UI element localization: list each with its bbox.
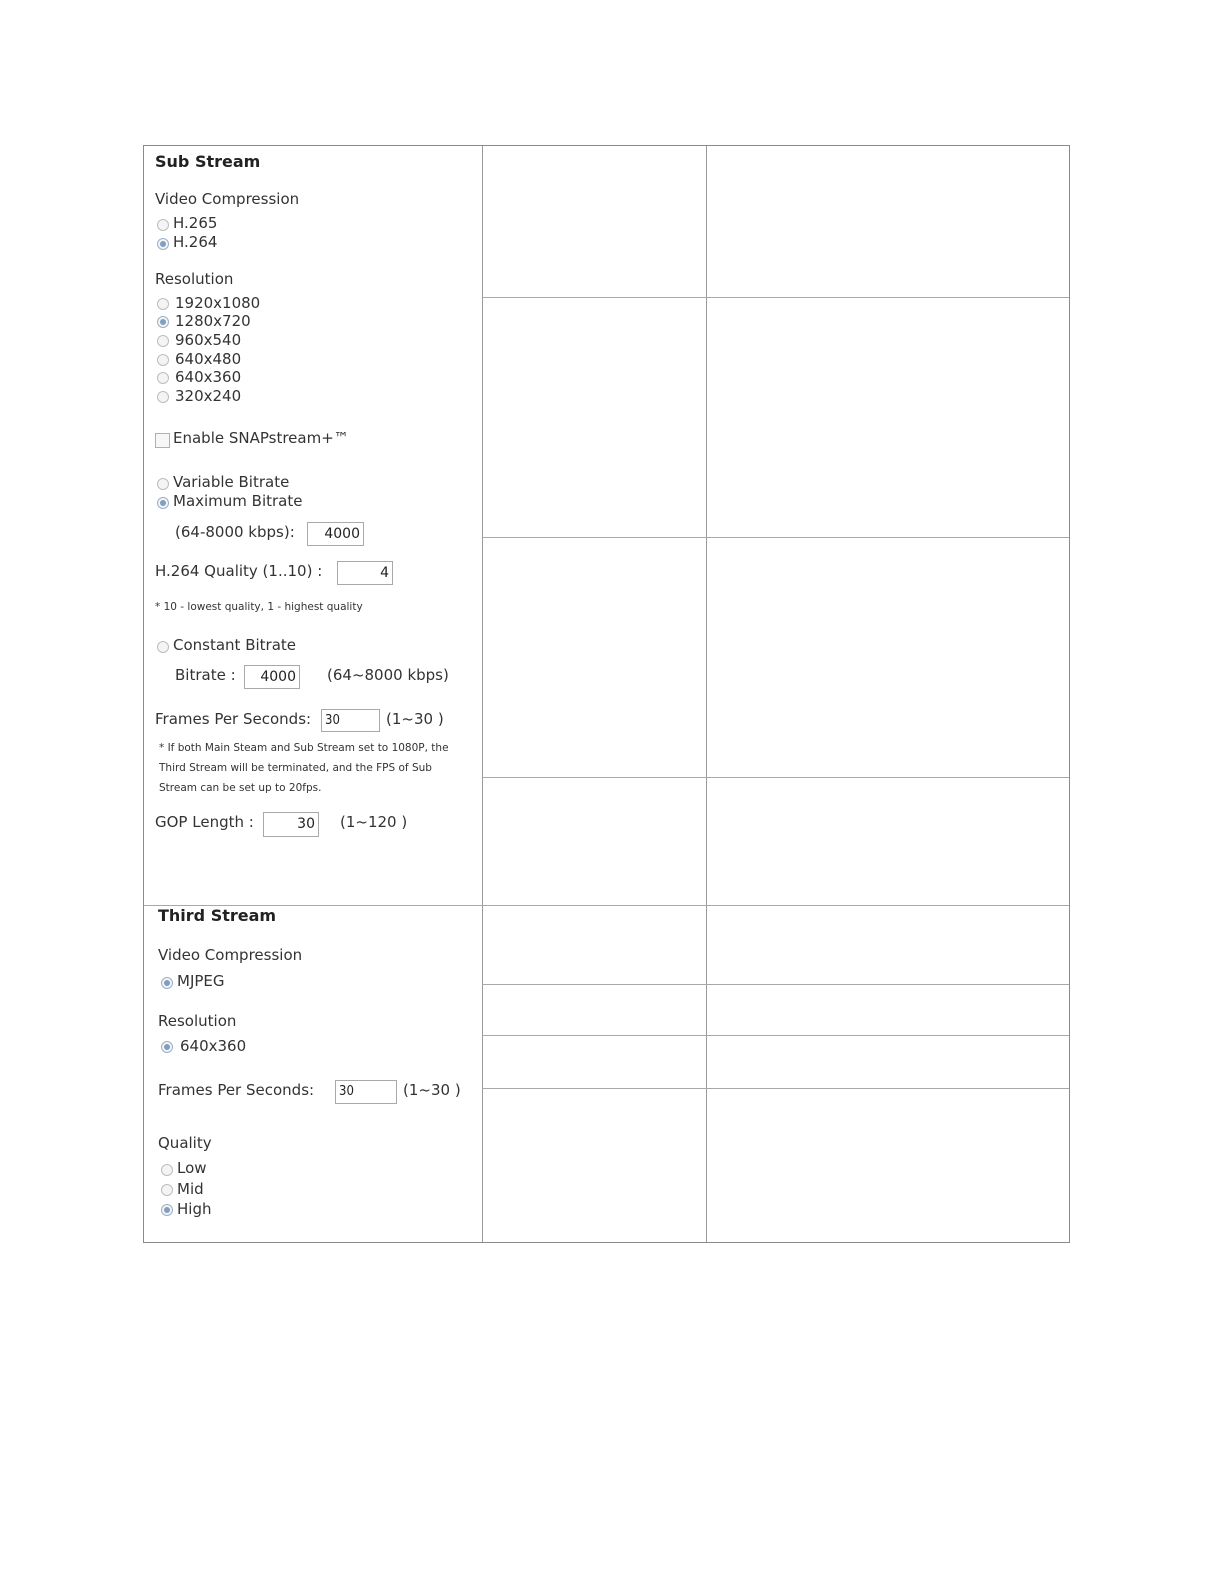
radio-res-label: 1920x1080: [175, 294, 261, 312]
quality-label: H.264 Quality (1..10) :: [155, 562, 323, 580]
sub-stream-title: Sub Stream: [155, 152, 261, 171]
row-divider: [482, 777, 1069, 778]
radio-res-1280x720[interactable]: [157, 316, 169, 328]
fps-label: Frames Per Seconds:: [155, 710, 312, 728]
column-divider-1: [482, 146, 483, 1242]
max-bitrate-range-label: (64-8000 kbps):: [175, 523, 295, 541]
radio-res-960x540[interactable]: [157, 335, 169, 347]
video-compression-label: Video Compression: [155, 190, 300, 208]
radio-h265[interactable]: [157, 219, 169, 231]
radio-res-label: 640x360: [175, 368, 242, 386]
radio-quality-mid[interactable]: [161, 1184, 173, 1196]
bitrate-label: Bitrate :: [175, 666, 236, 684]
quality-note: * 10 - lowest quality, 1 - highest quality: [155, 601, 363, 613]
third-fps-input[interactable]: 30: [335, 1080, 397, 1104]
radio-quality-label: Mid: [177, 1180, 204, 1198]
radio-res-label: 640x480: [175, 350, 242, 368]
row-divider-main: [144, 905, 1069, 906]
row-divider: [482, 297, 1069, 298]
radio-res-label: 1280x720: [175, 312, 251, 330]
bitrate-range: (64~8000 kbps): [327, 666, 449, 684]
radio-res-640x360[interactable]: [157, 372, 169, 384]
radio-mjpeg[interactable]: [161, 977, 173, 989]
radio-constant-bitrate[interactable]: [157, 641, 169, 653]
maximum-bitrate-label: Maximum Bitrate: [173, 492, 303, 510]
radio-quality-low[interactable]: [161, 1164, 173, 1176]
third-stream-title: Third Stream: [158, 906, 277, 925]
row-divider: [482, 1035, 1069, 1036]
radio-h264[interactable]: [157, 238, 169, 250]
row-divider: [482, 984, 1069, 985]
radio-res-1920x1080[interactable]: [157, 298, 169, 310]
third-fps-range: (1~30 ): [403, 1081, 461, 1099]
radio-mjpeg-label: MJPEG: [177, 972, 225, 990]
fps-note-line-2: Third Stream will be terminated, and the FPS of Sub: [159, 762, 432, 774]
third-video-compression-label: Video Compression: [158, 946, 303, 964]
fps-note-line-3: Stream can be set up to 20fps.: [159, 782, 322, 794]
third-fps-label: Frames Per Seconds:: [158, 1081, 315, 1099]
radio-h264-label: H.264: [173, 233, 218, 251]
radio-res-label: 320x240: [175, 387, 242, 405]
gop-range: (1~120 ): [340, 813, 408, 831]
max-bitrate-input[interactable]: 4000: [307, 522, 364, 546]
snapstream-checkbox[interactable]: [155, 433, 170, 448]
quality-section-label: Quality: [158, 1134, 212, 1152]
radio-third-res-label: 640x360: [180, 1037, 247, 1055]
bitrate-input[interactable]: 4000: [244, 665, 300, 689]
radio-h265-label: H.265: [173, 214, 218, 232]
variable-bitrate-label: Variable Bitrate: [173, 473, 290, 491]
radio-variable-bitrate[interactable]: [157, 478, 169, 490]
row-divider: [482, 537, 1069, 538]
resolution-label: Resolution: [155, 270, 234, 288]
radio-maximum-bitrate[interactable]: [157, 497, 169, 509]
radio-third-res-640x360[interactable]: [161, 1041, 173, 1053]
fps-input[interactable]: 30: [321, 709, 380, 732]
row-divider: [482, 1088, 1069, 1089]
third-resolution-label: Resolution: [158, 1012, 237, 1030]
radio-res-320x240[interactable]: [157, 391, 169, 403]
fps-range: (1~30 ): [386, 710, 444, 728]
radio-quality-high[interactable]: [161, 1204, 173, 1216]
constant-bitrate-label: Constant Bitrate: [173, 636, 297, 654]
snapstream-label: Enable SNAPstream+™: [173, 429, 349, 447]
quality-input[interactable]: 4: [337, 561, 393, 585]
radio-quality-label: High: [177, 1200, 212, 1218]
radio-res-label: 960x540: [175, 331, 242, 349]
fps-note-line-1: * If both Main Steam and Sub Stream set to 1080P, the: [159, 742, 449, 754]
gop-input[interactable]: 30: [263, 812, 319, 837]
radio-quality-label: Low: [177, 1159, 207, 1177]
settings-table: [143, 145, 1070, 1243]
gop-label: GOP Length :: [155, 813, 254, 831]
column-divider-2: [706, 146, 707, 1242]
radio-res-640x480[interactable]: [157, 354, 169, 366]
